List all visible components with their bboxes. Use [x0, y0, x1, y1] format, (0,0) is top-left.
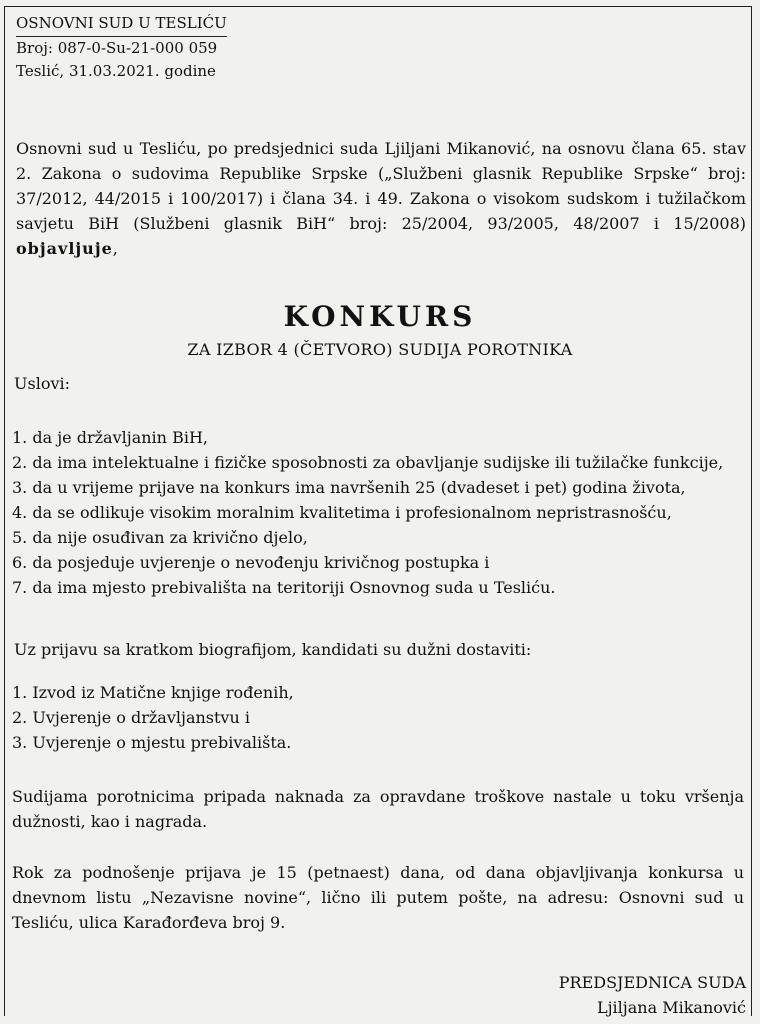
signature-name: Ljiljana Mikanović — [596, 998, 746, 1017]
intro-tail: , — [112, 239, 118, 258]
documents-label: Uz prijavu sa kratkom biografijom, kandidati su dužni dostaviti: — [14, 640, 532, 659]
conditions-list — [12, 425, 723, 600]
list-item: 6. da posjeduje uvjerenje o nevođenju krivičnog postupka i — [12, 553, 490, 572]
signature-role: PREDSJEDNICA SUDA — [558, 973, 746, 992]
court-name: OSNOVNI SUD U TESLIĆU — [16, 12, 227, 37]
intro-bold-word: objavljuje — [16, 239, 113, 258]
list-item: 2. Uvjerenje o državljanstvu i — [12, 708, 250, 727]
list-item: 2. da ima intelektualne i fizičke sposobnosti za obavljanje sudijske ili tužilačke funkcije, — [12, 453, 724, 472]
compensation-paragraph: Sudijama porotnicima pripada naknada za opravdane troškove nastale u toku vršenja dužnosti, kao i nagrada. — [12, 787, 744, 831]
document-number: Broj: 087-0-Su-21-000 059 — [16, 39, 218, 57]
list-item: 3. da u vrijeme prijave na konkurs ima navršenih 25 (dvadeset i pet) godina života, — [12, 478, 686, 497]
document-date: Teslić, 31.03.2021. godine — [16, 62, 216, 80]
list-item: 3. Uvjerenje o mjestu prebivališta. — [12, 733, 292, 752]
signature-block — [559, 970, 746, 1020]
intro-paragraph — [16, 136, 746, 261]
documents-list — [12, 680, 294, 755]
list-item: 4. da se odlikuje visokim moralnim kvalitetima i profesionalnom nepristrasnošću, — [12, 503, 672, 522]
document-header — [16, 12, 227, 83]
list-item: 7. da ima mjesto prebivališta na teritoriji Osnovnog suda u Tesliću. — [12, 578, 556, 597]
intro-text: Osnovni sud u Tesliću, po predsjednici suda Ljiljani Mikanović, na osnovu člana 65. stav 2. Zakona o sudovima Republike Srpske („Službeni glasnik Republike Srpske“ broj: 37/2012, 44/2015 i 100/2017) i člana 34. i 49. Zakona o visokom sudskom i tužilačkom savjetu BiH (Službeni glasnik BiH“ broj: 25/2004, 93/2005, 48/2007 i 15/2008) — [16, 139, 746, 233]
conditions-label: Uslovi: — [14, 374, 70, 393]
document-title: KONKURS — [283, 300, 477, 333]
list-item: 1. da je državljanin BiH, — [12, 428, 208, 447]
list-item: 1. Izvod iz Matične knjige rođenih, — [12, 683, 294, 702]
deadline-paragraph: Rok za podnošenje prijava je 15 (petnaest) dana, od dana objavljivanja konkursa u dnevnom listu „Nezavisne novine“, lično ili putem pošte, na adresu: Osnovni sud u Tesliću, ulica Karađorđeva broj 9. — [12, 863, 744, 932]
document-subtitle: ZA IZBOR 4 (ČETVORO) SUDIJA POROTNIKA — [187, 340, 573, 359]
list-item: 5. da nije osuđivan za krivično djelo, — [12, 528, 308, 547]
